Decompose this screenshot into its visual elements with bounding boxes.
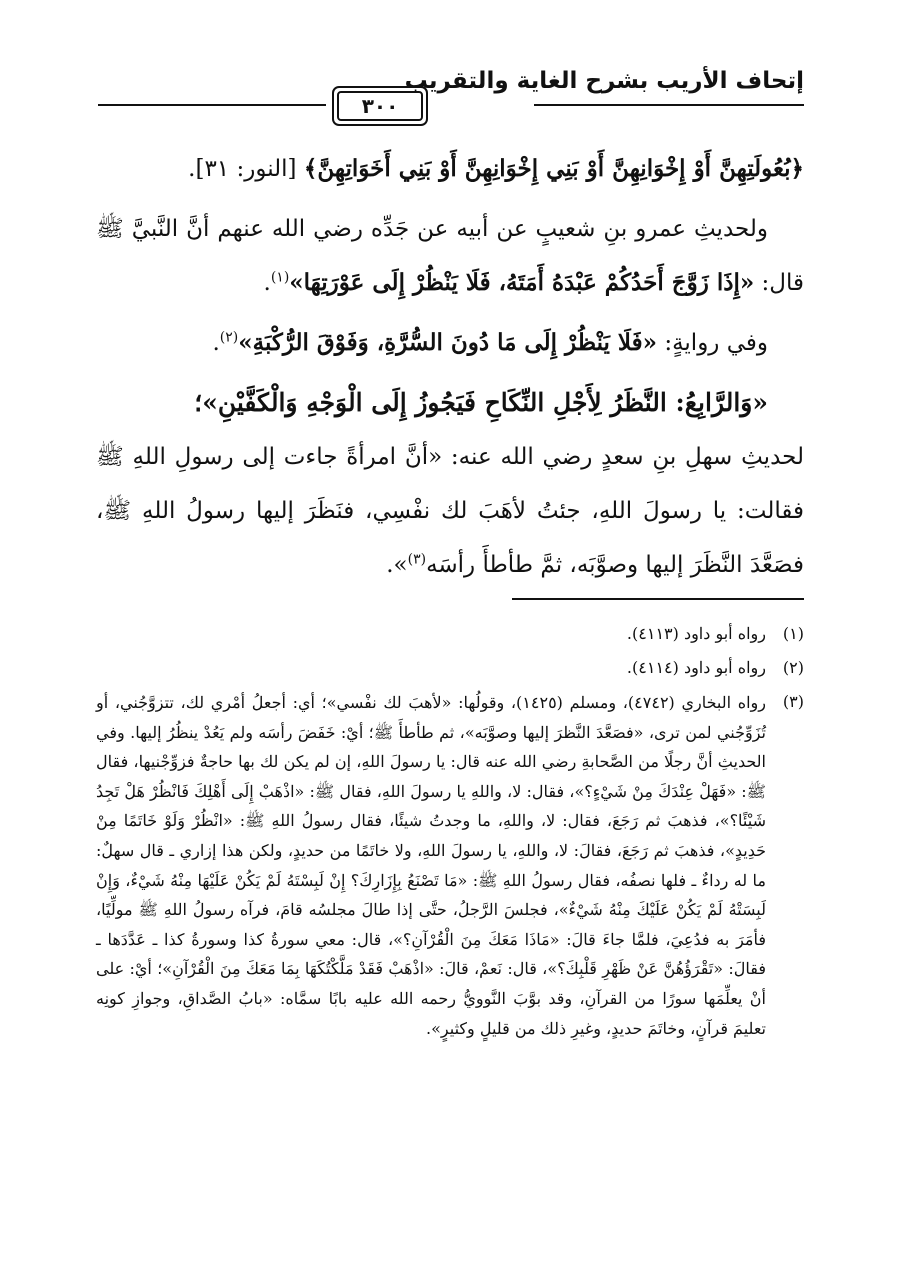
footnote-marker-1: (١): [270, 269, 290, 286]
footnote-text: رواه البخاري (٤٧٤٢)، ومسلم (١٤٢٥)، وقولُها: «لأهبَ لك نفْسي»؛ أي: أجعلُ أمْري لك، تتزوَّجُني، أو تُزَوِّجُني لمن ترى، «فصَعَّدَ النَّظرَ إليها وصوَّبَه»، ثم طأطأَ ﷺ؛ أيْ: خَفَضَ رأسَه ولم يَعُدْ ينظُرُ إليها. وفي الحديثِ أنَّ رجلًا من الصَّحابةِ رضي الله عنه قال: يا رسولَ اللهِ، إن لم يكن لك بها حاجةٌ فزوِّجْنيها، فقال ﷺ: «فَهَلْ عِنْدَكَ مِنْ شَيْءٍ؟»، فقال: لا، واللهِ يا رسولَ اللهِ، فقال ﷺ: «اذْهَبْ إِلَى أَهْلِكَ فَانْظُرْ هَلْ تَجِدُ شَيْئًا؟»، فذهبَ ثم رَجَعَ، فقال: لا، واللهِ، ما وجدتُ شيئًا، فقال رسولُ اللهِ ﷺ: «انْظُرْ وَلَوْ خَاتَمًا مِنْ حَدِيدٍ»، فذهبَ ثم رَجَعَ، فقالَ: لا، واللهِ، يا رسولَ اللهِ، ولا خاتَمًا من حديدٍ، ولكن هذا إزاري ـ قال سهلٌ: ما له رداءٌ ـ فلها نصفُه، فقال رسولُ اللهِ ﷺ: «مَا تَصْنَعُ بِإِزَارِكَ؟ إِنْ لَبِسْتَهُ لَمْ يَكُنْ عَلَيْهَا مِنْهُ شَيْءٌ، وَإِنْ لَبِسَتْهُ لَمْ يَكُنْ عَلَيْكَ مِنْهُ شَيْءٌ»، فجلسَ الرَّجلُ، حتَّى إذا طالَ مجلسُه قامَ، فرآه رسولُ اللهِ ﷺ مولِّيًا، فأمَرَ به فدُعِيَ، فلمَّا جاءَ قالَ: «مَاذَا مَعَكَ مِنَ الْقُرْآنِ؟»، قال: معي سورةُ كذا وسورةُ كذا ـ عَدَّدَها ـ فقالَ: «تَقْرَؤُهُنَّ عَنْ ظَهْرِ قَلْبِكَ؟»، قال: نَعمْ، قالَ: «اذْهَبْ فَقَدْ مَلَّكْتُكَهَا بِمَا مَعَكَ مِنَ الْقُرْآنِ»؛ أيْ: على أنْ يعلِّمَها سورًا من القرآنِ، وقد بوَّبَ النَّوويُّ رحمه الله عليه بابًا سمَّاه: «بابُ الصَّداقِ، وجوازِ كونِه تعليمَ قرآنٍ، وخاتَمَ حديدٍ، وغيرِ ذلك من قليلٍ وكثيرٍ».: [96, 693, 766, 1038]
footnote-text: رواه أبو داود (٤١١٤).: [626, 658, 766, 677]
paragraph-riwaya: [96, 316, 804, 370]
page-number-frame: [332, 86, 428, 126]
paragraph-amr-hadith: [96, 202, 804, 310]
header-rule-left: [98, 104, 326, 106]
verse-paragraph: [96, 142, 804, 196]
footnote-item: [96, 654, 804, 682]
footnote-item: [96, 688, 804, 1043]
riwaya-intro: وفي روايةٍ:: [664, 330, 768, 356]
amr-hadith-intro: ولحديثِ عمرو بنِ شعيبٍ عن أبيه عن جَدِّه رضي الله عنهم أنَّ النَّبيَّ ﷺ قال:: [96, 216, 804, 296]
riwaya-hadith-text: «فَلَا يَنْظُرْ إِلَى مَا دُونَ السُّرَّةِ، وَفَوْقَ الرُّكْبَةِ»: [238, 329, 658, 356]
sahl-hadith-text: لحديثِ سهلِ بنِ سعدٍ رضي الله عنه: «أنَّ امرأةً جاءت إلى رسولِ اللهِ ﷺ فقالت: يا رسولَ اللهِ، جئتُ لأهَبَ لك نفْسِي، فنَظَرَ إليها رسولُ اللهِ ﷺ، فصَعَّدَ النَّظَرَ إليها وصوَّبَه، ثمَّ طأطأَ رأسَه: [96, 444, 804, 578]
footnotes: [96, 620, 804, 1049]
footnote-number: (٣): [782, 692, 804, 711]
footnote-item: [96, 620, 804, 648]
riwaya-end: .: [212, 330, 220, 356]
footnote-separator: [512, 598, 804, 600]
header-rule-right: [534, 104, 804, 106]
footnote-marker-2: (٢): [219, 329, 239, 346]
footnote-text: رواه أبو داود (٤١١٣).: [626, 624, 766, 643]
matn-issue-fourth: «وَالرَّابِعُ: النَّظَرُ لِأَجْلِ النِّكَاحِ فَيَجُوزُ إِلَى الْوَجْهِ وَالْكَفَّيْنِ»؛: [194, 388, 768, 417]
sahl-hadith-end: ».: [386, 552, 408, 578]
footnote-number: (٢): [782, 658, 804, 677]
running-title: إتحاف الأريب بشرح الغاية والتقريب: [404, 68, 804, 94]
verse-reference: [النور: ٣١].: [188, 156, 297, 182]
page-number: ٣٠٠: [337, 91, 423, 121]
footnote-number: (١): [782, 624, 804, 643]
footnote-marker-3: (٣): [407, 551, 427, 568]
paragraph-sahl-hadith: [96, 430, 804, 592]
amr-hadith-text: «إِذَا زَوَّجَ أَحَدُكُمْ عَبْدَهُ أَمَتَهُ، فَلَا يَنْظُرْ إِلَى عَوْرَتِهَا»: [289, 269, 755, 296]
amr-hadith-end: .: [263, 270, 271, 296]
main-text: [96, 142, 804, 592]
quran-verse-tail: ﴿بُعُولَتِهِنَّ أَوْ إِخْوَانِهِنَّ أَوْ بَنِي إِخْوَانِهِنَّ أَوْ بَنِي أَخَوَاتِهِنَّ﴾: [303, 155, 804, 182]
